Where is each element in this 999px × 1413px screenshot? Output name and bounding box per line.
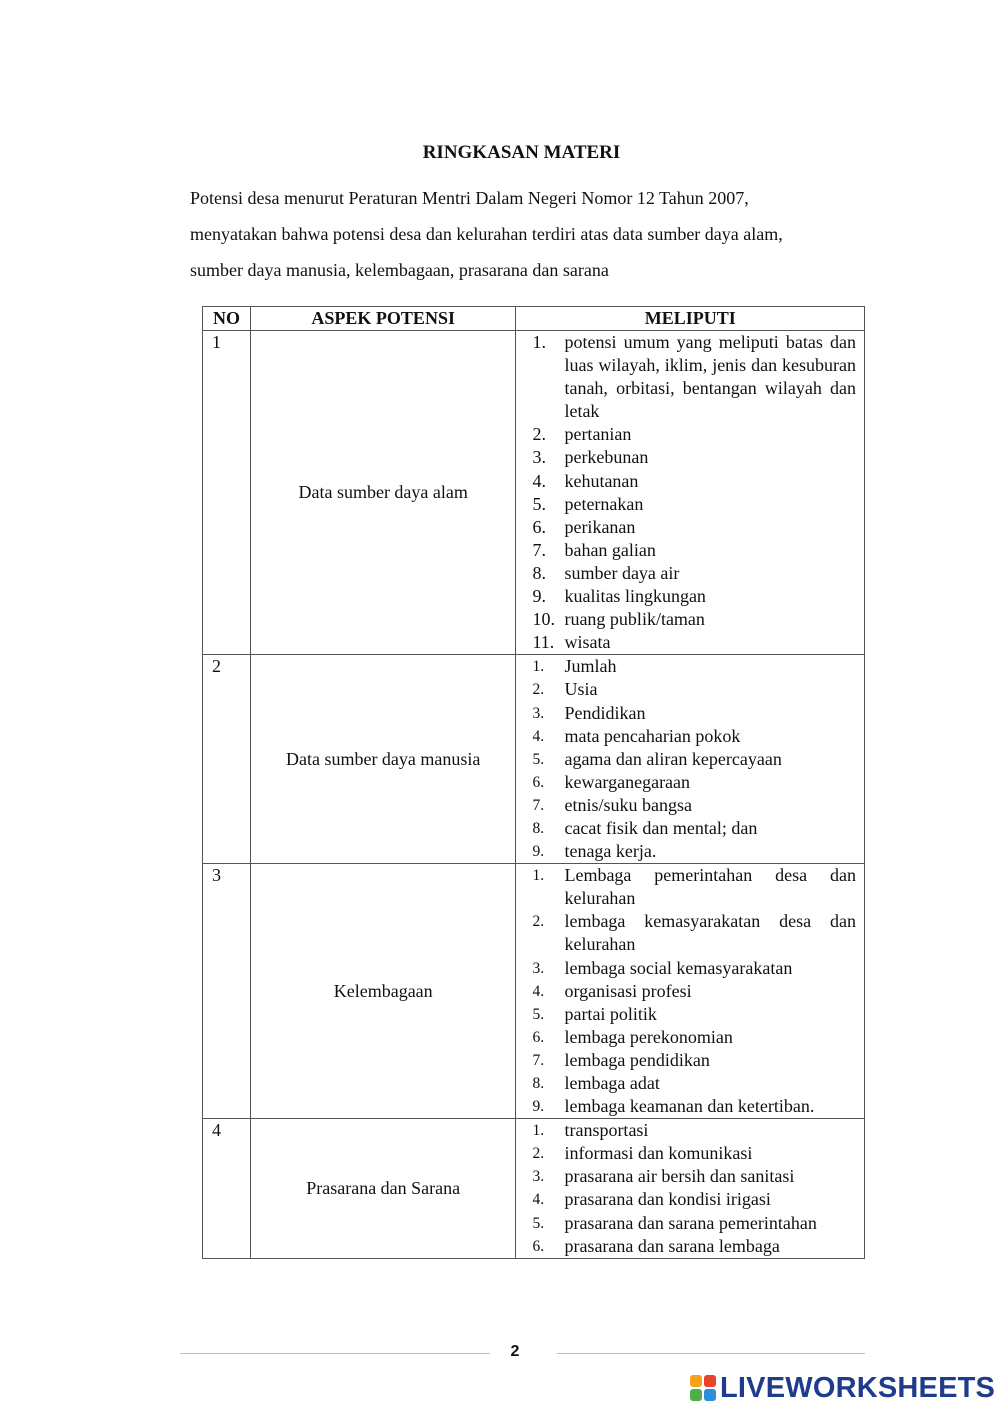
list-item-number: 4. xyxy=(532,982,545,1000)
list-item xyxy=(532,1003,856,1026)
list-item xyxy=(532,423,856,446)
list-item-text: kewarganegaraan xyxy=(564,771,691,792)
logo-square xyxy=(704,1389,716,1401)
row-number: 2 xyxy=(203,655,251,864)
list-item xyxy=(532,980,856,1003)
list-item xyxy=(532,771,856,794)
list-item-text: pertanian xyxy=(564,424,632,445)
list-item-text: agama dan aliran kepercayaan xyxy=(564,748,782,769)
list-item-text: bahan galian xyxy=(564,539,656,560)
list-item xyxy=(532,446,856,469)
list-item-text: transportasi xyxy=(564,1120,649,1141)
list-item-text: organisasi profesi xyxy=(564,980,692,1001)
table-row xyxy=(203,1119,865,1259)
list-item xyxy=(532,1049,856,1072)
list-item xyxy=(532,748,856,771)
list-item-number: 1. xyxy=(532,1122,545,1140)
list-item-number: 1. xyxy=(532,332,546,352)
meliputi-list xyxy=(532,1119,856,1258)
list-item xyxy=(532,470,856,493)
list-item-number: 4. xyxy=(532,1191,545,1209)
list-item-text: perikanan xyxy=(564,516,636,537)
list-item-number: 8. xyxy=(532,1075,545,1092)
list-item-text: sumber daya air xyxy=(564,562,680,583)
footer-rule-left xyxy=(180,1353,490,1354)
intro-line: menyatakan bahwa potensi desa dan kelurahan terdiri atas data sumber daya alam, xyxy=(190,224,783,244)
list-item-number: 8. xyxy=(532,819,545,837)
list-item-number: 5. xyxy=(532,750,545,768)
aspek-potensi-cell: Kelembagaan xyxy=(250,864,516,1119)
intro-line: Potensi desa menurut Peraturan Mentri Dalam Negeri Nomor 12 Tahun 2007, xyxy=(190,188,749,208)
list-item xyxy=(532,702,856,725)
list-item-text: Usia xyxy=(564,679,598,700)
list-item-text: tenaga kerja. xyxy=(564,841,657,862)
header-no: NO xyxy=(203,307,251,331)
list-item-number: 11. xyxy=(532,632,555,653)
row-number: 1 xyxy=(203,331,251,655)
list-item-text: potensi umum yang meliputi batas dan luas wilayah, iklim, jenis dan kesuburan tanah, orbitasi, bentangan wilayah dan letak xyxy=(564,332,856,422)
row-number: 3 xyxy=(203,864,251,1119)
meliputi-list xyxy=(532,331,856,654)
list-item-text: Jumlah xyxy=(564,656,617,677)
list-item xyxy=(532,1165,856,1188)
intro-line: sumber daya manusia, kelembagaan, prasarana dan sarana xyxy=(190,260,609,280)
list-item-number: 5. xyxy=(532,1005,545,1023)
list-item-text: etnis/suku bangsa xyxy=(564,794,692,815)
logo-square xyxy=(704,1375,716,1387)
list-item xyxy=(532,1026,856,1049)
list-item-number: 3. xyxy=(532,447,546,468)
list-item xyxy=(532,608,856,631)
table-row xyxy=(203,864,865,1119)
aspek-potensi-cell: Prasarana dan Sarana xyxy=(250,1119,516,1259)
list-item-text: perkebunan xyxy=(564,447,649,468)
list-item-text: lembaga social kemasyarakatan xyxy=(564,957,793,978)
list-item xyxy=(532,562,856,585)
list-item-text: ruang publik/taman xyxy=(564,609,705,630)
list-item-text: cacat fisik dan mental; dan xyxy=(564,817,758,838)
list-item-number: 6. xyxy=(532,1028,545,1046)
list-item-number: 4. xyxy=(532,470,546,491)
list-item xyxy=(532,1235,856,1258)
list-item-number: 2. xyxy=(532,1145,545,1163)
list-item xyxy=(532,493,856,516)
list-item-number: 7. xyxy=(532,1051,545,1069)
list-item-number: 2. xyxy=(532,681,545,699)
list-item xyxy=(532,1188,856,1211)
list-item-number: 6. xyxy=(532,516,546,537)
liveworksheets-brand xyxy=(690,1371,995,1405)
list-item-number: 1. xyxy=(532,658,545,676)
table-header-row xyxy=(203,307,865,331)
list-item-number: 10. xyxy=(532,609,555,630)
header-aspek-potensi: ASPEK POTENSI xyxy=(250,307,516,331)
list-item-text: wisata xyxy=(564,632,611,653)
list-item-number: 5. xyxy=(532,493,546,514)
list-item-text: Lembaga pemerintahan desa dan kelurahan xyxy=(564,865,856,909)
list-item-number: 9. xyxy=(532,843,545,861)
liveworksheets-logo-icon xyxy=(690,1375,716,1401)
list-item-number: 6. xyxy=(532,1237,545,1255)
list-item-text: prasarana air bersih dan sanitasi xyxy=(564,1166,795,1187)
list-item-number: 3. xyxy=(532,704,545,722)
page-number: 2 xyxy=(510,1343,520,1360)
list-item xyxy=(532,678,856,701)
list-item-text: lembaga perekonomian xyxy=(564,1026,733,1047)
list-item-number: 7. xyxy=(532,796,545,814)
list-item-number: 3. xyxy=(532,959,545,977)
list-item-text: kualitas lingkungan xyxy=(564,586,706,607)
meliputi-cell xyxy=(516,655,865,864)
list-item xyxy=(532,1095,856,1118)
list-item-text: Pendidikan xyxy=(564,702,646,723)
list-item-number: 5. xyxy=(532,1214,545,1232)
list-item-text: prasarana dan sarana lembaga xyxy=(564,1235,780,1256)
list-item xyxy=(532,585,856,608)
list-item-text: lembaga keamanan dan ketertiban. xyxy=(564,1096,815,1117)
list-item-number: 6. xyxy=(532,773,545,791)
header-meliputi: MELIPUTI xyxy=(516,307,865,331)
list-item xyxy=(532,655,856,678)
document-title: RINGKASAN MATERI xyxy=(422,142,621,163)
list-item-number: 9. xyxy=(532,586,546,607)
list-item-text: partai politik xyxy=(564,1003,657,1024)
list-item xyxy=(532,1212,856,1235)
meliputi-cell xyxy=(516,1119,865,1259)
list-item-number: 4. xyxy=(532,727,545,745)
table-row xyxy=(203,331,865,655)
list-item-number: 7. xyxy=(532,539,546,560)
potensi-table xyxy=(202,306,865,1259)
meliputi-list xyxy=(532,864,856,1118)
logo-square xyxy=(690,1389,702,1401)
list-item-text: prasarana dan kondisi irigasi xyxy=(564,1189,771,1210)
list-item xyxy=(532,516,856,539)
list-item-text: lembaga pendidikan xyxy=(564,1049,710,1070)
list-item xyxy=(532,840,856,863)
list-item-number: 9. xyxy=(532,1098,545,1116)
list-item xyxy=(532,1119,856,1142)
list-item-number: 3. xyxy=(532,1168,545,1186)
list-item xyxy=(532,539,856,562)
logo-square xyxy=(690,1375,702,1387)
meliputi-cell xyxy=(516,864,865,1119)
table-body xyxy=(203,331,865,1259)
list-item-text: kehutanan xyxy=(564,470,639,491)
list-item xyxy=(532,910,856,956)
meliputi-list xyxy=(532,655,856,863)
list-item-number: 1. xyxy=(532,867,545,885)
list-item xyxy=(532,631,856,654)
aspek-potensi-cell: Data sumber daya manusia xyxy=(250,655,516,864)
list-item-number: 2. xyxy=(532,424,546,445)
list-item-text: informasi dan komunikasi xyxy=(564,1143,753,1164)
list-item xyxy=(532,864,856,910)
list-item-text: lembaga kemasyarakatan desa dan kelurahan xyxy=(564,911,856,955)
brand-name: LIVEWORKSHEETS xyxy=(720,1371,996,1404)
intro-paragraph xyxy=(190,180,870,288)
list-item-number: 2. xyxy=(532,913,545,931)
list-item-text: mata pencaharian pokok xyxy=(564,725,741,746)
list-item xyxy=(532,817,856,840)
footer-rule-right xyxy=(557,1353,865,1354)
list-item xyxy=(532,957,856,980)
aspek-potensi-cell: Data sumber daya alam xyxy=(250,331,516,655)
list-item xyxy=(532,794,856,817)
list-item-text: peternakan xyxy=(564,493,644,514)
meliputi-cell xyxy=(516,331,865,655)
list-item-number: 8. xyxy=(532,562,546,583)
list-item xyxy=(532,725,856,748)
row-number: 4 xyxy=(203,1119,251,1259)
table-row xyxy=(203,655,865,864)
list-item xyxy=(532,1072,856,1095)
list-item xyxy=(532,1142,856,1165)
list-item xyxy=(532,331,856,423)
list-item-text: lembaga adat xyxy=(564,1073,660,1093)
list-item-text: prasarana dan sarana pemerintahan xyxy=(564,1212,817,1233)
